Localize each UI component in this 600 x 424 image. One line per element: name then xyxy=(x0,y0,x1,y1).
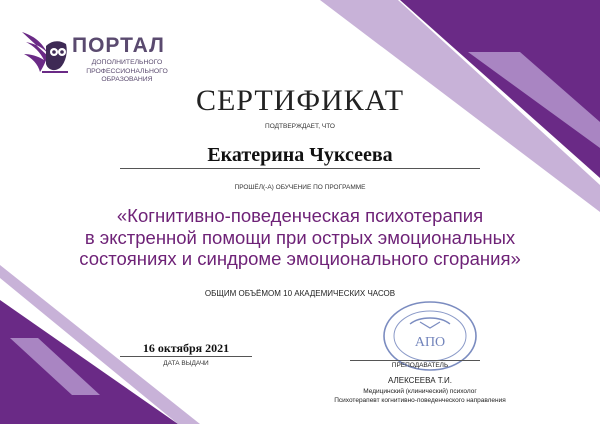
program-title xyxy=(12,205,588,270)
certificate-title: СЕРТИФИКАТ xyxy=(195,84,405,117)
logo-subtitle-line: ОБРАЗОВАНИЯ xyxy=(101,76,153,84)
hours-text: ОБЩИМ ОБЪЁМОМ 10 АКАДЕМИЧЕСКИХ ЧАСОВ xyxy=(204,289,396,298)
signature-line xyxy=(350,360,480,361)
date-label: ДАТА ВЫДАЧИ xyxy=(163,360,209,367)
confirms-text: ПОДТВЕРЖДАЕТ, ЧТО xyxy=(265,123,335,130)
owl-logo-icon xyxy=(18,26,72,86)
issue-date: 16 октября 2021 xyxy=(142,341,230,355)
program-line: «Когнитивно-поведенческая психотерапия xyxy=(116,205,484,226)
date-underline xyxy=(120,356,252,357)
teacher-title-2: Психотерапевт когнитивно-поведенческого направления xyxy=(334,397,506,404)
program-line: состояниях и синдроме эмоционального сгорания» xyxy=(79,248,521,269)
completed-text: ПРОШЁЛ(-А) ОБУЧЕНИЕ ПО ПРОГРАММЕ xyxy=(234,184,366,191)
logo-subtitle xyxy=(72,59,182,85)
stamp-text: АПО xyxy=(414,335,446,350)
teacher-name: АЛЕКСЕЕВА Т.И. xyxy=(388,376,452,385)
recipient-name: Екатерина Чуксеева xyxy=(207,144,393,166)
logo-subtitle-line: ПРОФЕССИОНАЛЬНОГО xyxy=(86,67,168,75)
name-underline xyxy=(120,168,480,169)
logo-subtitle-line: ДОПОЛНИТЕЛЬНОГО xyxy=(91,59,163,66)
program-line: в экстренной помощи при острых эмоциональных xyxy=(84,226,516,248)
teacher-title-1: Медицинский (клинический) психолог xyxy=(363,388,477,395)
teacher-label: ПРЕПОДАВАТЕЛЬ xyxy=(391,362,449,369)
logo-title: ПОРТАЛ xyxy=(72,34,165,57)
